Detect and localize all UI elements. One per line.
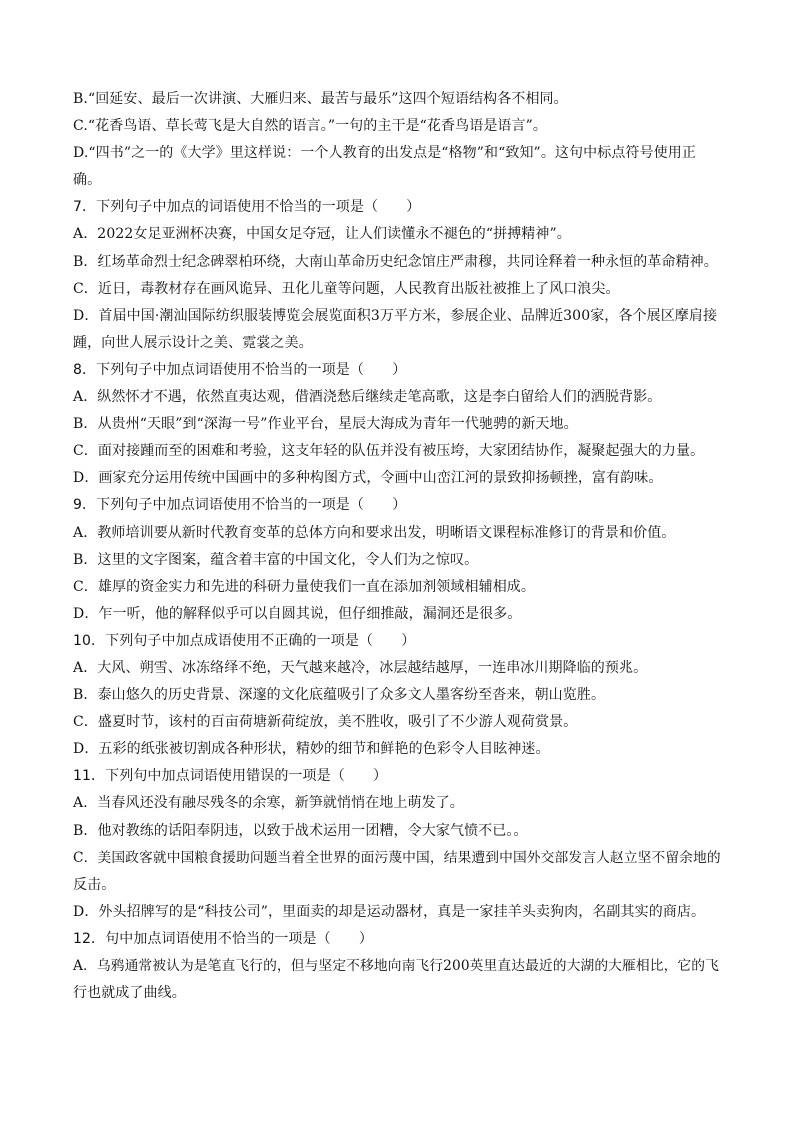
option-line: B．泰山悠久的历史背景、深邃的文化底蕴吸引了众多文人墨客纷至沓来，朝山览胜。 [73,687,606,704]
option-line: B.“回延安、最后一次讲演、大雁归来、最苦与最乐”这四个短语结构各不相同。 [73,91,568,107]
option-line-continued: 确。 [73,172,102,189]
question-11: 11．下列句中加点词语使用错误的一项是（ ） [73,768,388,785]
option-line-continued: 踵，向世人展示设计之美、霓裳之美。 [73,334,313,351]
option-line: C．盛夏时节，该村的百亩荷塘新荷绽放，美不胜收，吸引了不少游人观荷赏景。 [73,714,578,731]
option-line: C.“花香鸟语、草长莺飞是大自然的语言。”一句的主干是“花香鸟语是语言”。 [73,118,547,135]
option-line: A．教师培训要从新时代教育变革的总体方向和要求出发，明晰语文课程标准修订的背景和价值。 [73,524,676,541]
option-line: D.“四书”之一的《大学》里这样说：一个人教育的出发点是“格物”和“致知”。这句中标点符号使用正 [73,145,696,162]
option-line: C．面对接踵而至的困难和考验，这支年轻的队伍并没有被压垮，大家团结协作，凝聚起强大的力量。 [73,443,705,460]
document-page [73,86,723,1007]
option-line: C．雄厚的资金实力和先进的科研力量使我们一直在添加剂领域相辅相成。 [73,578,536,595]
question-7: 7．下列句子中加点的词语使用不恰当的一项是（ ） [73,199,421,216]
question-9: 9．下列句子中加点词语使用不恰当的一项是（ ） [73,497,407,514]
option-line-continued: 行也就成了曲线。 [73,985,186,1002]
option-line: B．这里的文字图案，蕴含着丰富的中国文化，令人们为之惊叹。 [73,551,479,568]
option-line: A．纵然怀才不遇，依然直夷达观，借酒浇愁后继续走笔高歌，这是李白留给人们的洒脱背影。 [73,389,662,406]
option-line: C．美国政客就中国粮食援助问题当着全世界的面污蔑中国，结果遭到中国外交部发言人赵立坚不留余地的 [73,849,721,866]
option-line: C．近日，毒教材存在画风诡异、丑化儿童等问题，人民教育出版社被推上了风口浪尖。 [73,280,620,297]
option-line: A．当春风还没有融尽残冬的余寒，新笋就悄悄在地上萌发了。 [73,795,464,812]
option-line: B．红场革命烈士纪念碑翠柏环绕，大南山革命历史纪念馆庄严肃穆，共同诠释着一种永恒的革命精神。 [73,253,718,270]
option-line: A．乌鸦通常被认为是笔直飞行的，但与坚定不移地向南飞行200英里直达最近的大湖的大雁相比，它的飞 [73,958,719,974]
question-8: 8．下列句子中加点词语使用不恰当的一项是（ ） [73,361,407,378]
option-line: D．外头招牌写的是“科技公司”，里面卖的却是运动器材，真是一家挂羊头卖狗肉，名副其实的商店。 [73,903,706,920]
question-12: 12．句中加点词语使用不恰当的一项是（ ） [73,930,374,947]
option-line: A．2022女足亚洲杯决赛，中国女足夺冠，让人们读懂永不褪色的“拼搏精神”。 [73,226,571,243]
option-line: D．首届中国·潮汕国际纺织服装博览会展览面积3万平方米，参展企业、品牌近300家，各个展区摩肩接 [73,307,718,324]
option-line: B．从贵州“天眼”到“深海一号”作业平台，星辰大海成为青年一代驰骋的新天地。 [73,416,578,433]
option-line: D．画家充分运用传统中国画中的多种构图方式，令画中山峦江河的景致抑扬顿挫，富有韵味。 [73,470,663,487]
option-line-continued: 反击。 [73,876,116,893]
question-10: 10．下列句子中加点成语使用不正确的一项是（ ） [73,632,416,649]
option-line: D．乍一听，他的解释似乎可以自圆其说，但仔细推敲，漏洞还是很多。 [73,605,522,622]
option-line: B．他对教练的话阳奉阴违，以致于战术运用一团糟，令大家气愤不已。。 [73,822,528,839]
option-line: D．五彩的纸张被切割成各种形状，精妙的细节和鲜艳的色彩令人目眩神迷。 [73,741,550,758]
option-line: A．大风、朔雪、冰冻络绎不绝，天气越来越冷，冰层越结越厚，一连串冰川期降临的预兆。 [73,659,648,676]
